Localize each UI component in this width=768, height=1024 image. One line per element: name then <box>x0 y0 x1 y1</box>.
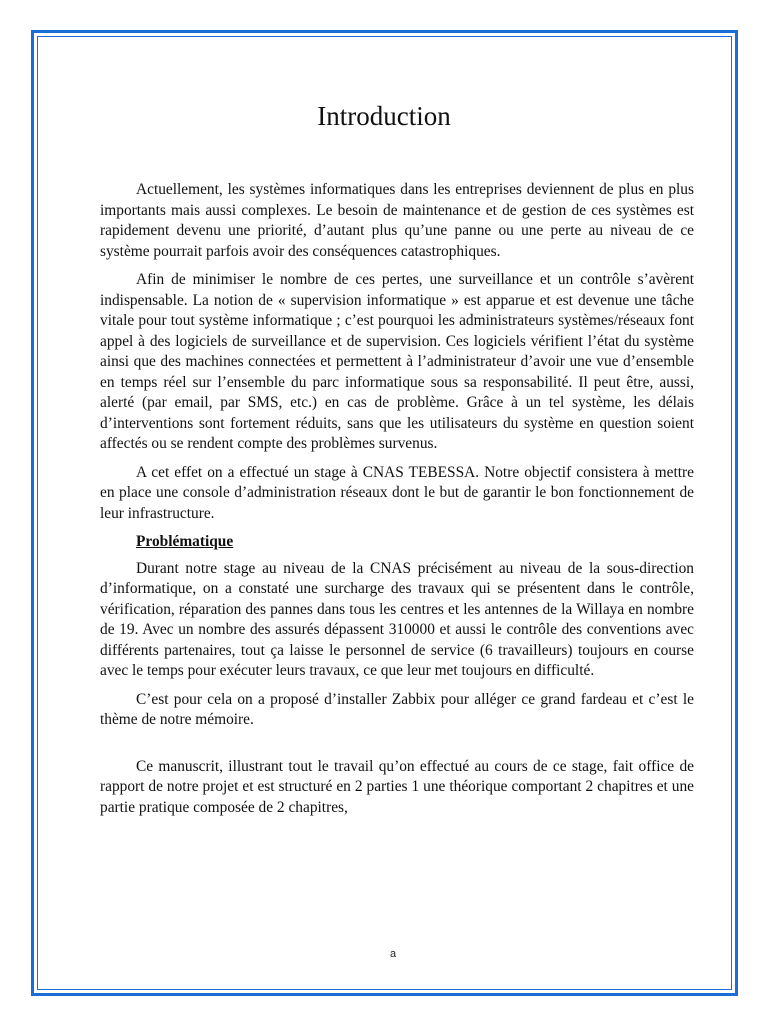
document-body <box>100 180 694 826</box>
paragraph-2: Afin de minimiser le nombre de ces pertes, une surveillance et un contrôle s’avèrent indispensable. La notion de « supervision informatique » est apparue et est devenue une tâche vitale pour tout système informatique ; c’est pourquoi les administrateurs systèmes/réseaux font appel à des logiciels de surveillance et de supervision. Ces logiciels vérifient l’état du système ainsi que des machines connectées et permettent à l’administrateur d’avoir une vue d’ensemble en temps réel sur l’ensemble du parc informatique sous sa responsabilité. Il peut être, aussi, alerté (par email, par SMS, etc.) en cas de problème. Grâce à un tel système, les délais d’interventions sont fortement réduits, sans que les utilisateurs du système en question soient affectés ou se rendent compte des problèmes survenus. <box>100 271 694 452</box>
section-heading: Problématique <box>136 533 234 550</box>
closing-paragraph: Ce manuscrit, illustrant tout le travail qu’on effectué au cours de ce stage, fait office de rapport de notre projet et est structuré en 2 parties 1 une théorique comportant 2 chapitres et une partie pratique composée de 2 chapitres, <box>100 757 694 816</box>
section-paragraph-1: Durant notre stage au niveau de la CNAS précisément au niveau de la sous-direction d’informatique, on a constaté une surcharge des travaux qui se présentent dans le contrôle, vérification, réparation des pannes dans tous les centres et les antennes de la Willaya en nombre de 19. Avec un nombre des assurés dépassent 310000 et aussi le contrôle des conventions avec différents partenaires, tout ça laisse le personnel de service (6 travailleurs) toujours en course avec le temps pour exécuter leurs travaux, ce que leur met toujours en difficulté. <box>100 559 694 679</box>
paragraph-3: A cet effet on a effectué un stage à CNAS TEBESSA. Notre objectif consistera à mettre en place une console d’administration réseaux dont le but de garantir le bon fonctionnement de leur infrastructure. <box>100 463 694 522</box>
page-number: a <box>389 948 397 960</box>
spacer <box>100 739 694 757</box>
page-title: Introduction <box>317 101 451 131</box>
section-paragraph-2: C’est pour cela on a proposé d’installer Zabbix pour alléger ce grand fardeau et c’est le thème de notre mémoire. <box>100 690 694 728</box>
paragraph-1: Actuellement, les systèmes informatiques dans les entreprises deviennent de plus en plus importants mais aussi complexes. Le besoin de maintenance et de gestion de ces systèmes est rapidement devenu une priorité, d’autant plus qu’une panne ou une perte au niveau de ce système pourrait parfois avoir des conséquences catastrophiques. <box>100 181 694 260</box>
